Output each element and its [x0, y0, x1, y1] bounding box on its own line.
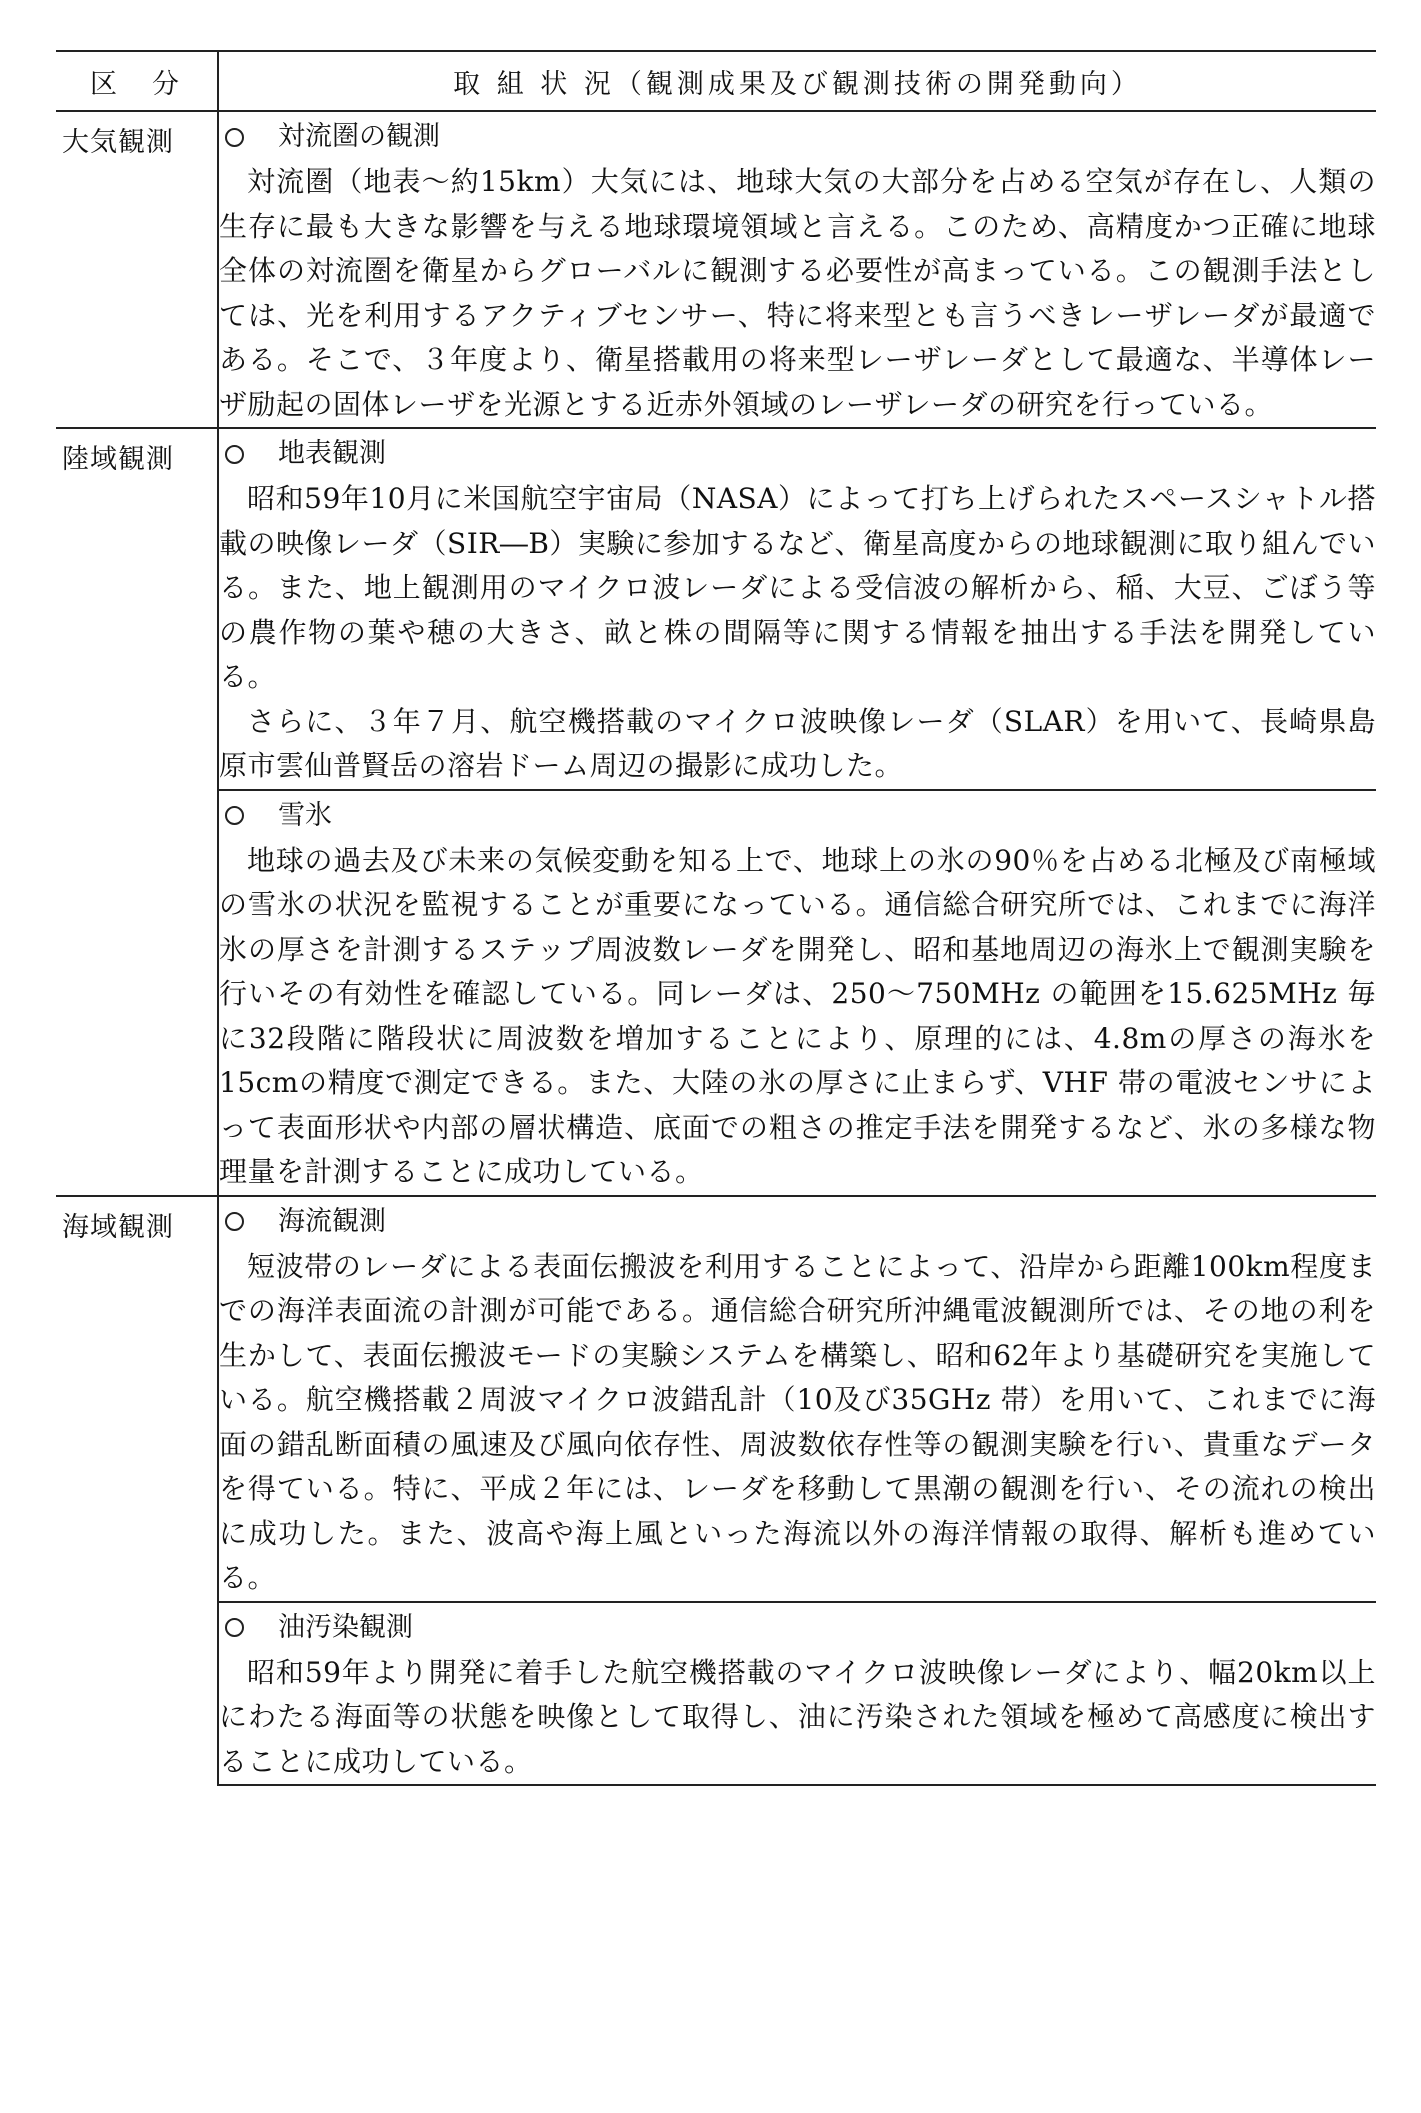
- item-title: 海流観測: [278, 1205, 386, 1237]
- table-row-ocean: [56, 1196, 1376, 1602]
- bullet-circle-icon: [225, 128, 244, 147]
- item-heading: [219, 1199, 1376, 1245]
- table-row-ocean-oil: [56, 1602, 1376, 1786]
- category-atmosphere: 大気観測: [56, 111, 218, 428]
- item-heading: [219, 1605, 1376, 1651]
- item-title: 油汚染観測: [278, 1611, 413, 1643]
- item-paragraph: 短波帯のレーダによる表面伝搬波を利用することによって、沿岸から距離100km程度までの海洋表面流の計測が可能である。通信総合研究所沖縄電波観測所では、その地の利を生かして、表面伝搬波モードの実験システムを構築し、昭和62年より基礎研究を実施している。航空機搭載２周波マイクロ波錯乱計（10及び35GHz 帯）を用いて、これまでに海面の錯乱断面積の風速及び風向依存性、周波数依存性等の観測実験を行い、貴重なデータを得ている。特に、平成２年には、レーダを移動して黒潮の観測を行い、その流れの検出に成功した。また、波高や海上風といった海流以外の海洋情報の取得、解析も進めている。: [219, 1249, 1376, 1594]
- item-oil-pollution: [218, 1602, 1376, 1786]
- item-paragraph: 対流圏（地表～約15km）大気には、地球大気の大部分を占める空気が存在し、人類の生存に最も大きな影響を与える地球環境領域と言える。このため、高精度かつ正確に地球全体の対流圏を衛星からグローバルに観測する必要性が高まっている。この観測手法としては、光を利用するアクティブセンサー、特に将来型とも言うべきレーザレーダが最適である。そこで、３年度より、衛星搭載用の将来型レーザレーダとして最適な、半導体レーザ励起の固体レーザを光源とする近赤外領域のレーザレーダの研究を行っている。: [219, 165, 1376, 421]
- observation-table: [56, 50, 1376, 1786]
- category-ocean: 海域観測: [56, 1196, 218, 1786]
- table-row-land: [56, 428, 1376, 790]
- bullet-circle-icon: [225, 1618, 244, 1637]
- item-paragraph: 昭和59年10月に米国航空宇宙局（NASA）によって打ち上げられたスペースシャトル搭載の映像レーダ（SIR―B）実験に参加するなど、衛星高度からの地球観測に取り組んでいる。また、地上観測用のマイクロ波レーダによる受信波の解析から、稲、大豆、ごぼう等の農作物の葉や穂の大きさ、畝と株の間隔等に関する情報を抽出する手法を開発している。: [219, 482, 1376, 693]
- bullet-circle-icon: [225, 445, 244, 464]
- item-title: 対流圏の観測: [278, 121, 440, 152]
- item-heading: [219, 431, 1376, 477]
- item-surface-observation: [218, 428, 1376, 790]
- header-status: 取 組 状 況（観測成果及び観測技術の開発動向）: [218, 51, 1376, 111]
- bullet-circle-icon: [225, 806, 244, 825]
- item-paragraph: さらに、３年７月、航空機搭載のマイクロ波映像レーダ（SLAR）を用いて、長崎県島原市雲仙普賢岳の溶岩ドーム周辺の撮影に成功した。: [219, 704, 1376, 782]
- category-land: 陸域観測: [56, 428, 218, 1196]
- item-title: 雪氷: [278, 799, 332, 831]
- item-paragraph: 昭和59年より開発に着手した航空機搭載のマイクロ波映像レーダにより、幅20km以上にわたる海面等の状態を映像として取得し、油に汚染された領域を極めて高感度に検出することに成功している。: [219, 1655, 1376, 1778]
- table-row-atmosphere: [56, 111, 1376, 428]
- item-snow-ice: [218, 790, 1376, 1196]
- item-heading: [219, 114, 1376, 160]
- item-heading: [219, 793, 1376, 839]
- item-troposphere: [218, 111, 1376, 428]
- document-page: [56, 50, 1376, 1786]
- table-header-row: [56, 51, 1376, 111]
- table-row-land-snow: [56, 790, 1376, 1196]
- bullet-circle-icon: [225, 1212, 244, 1231]
- header-category: 区 分: [56, 51, 218, 111]
- item-ocean-current: [218, 1196, 1376, 1602]
- item-paragraph: 地球の過去及び未来の気候変動を知る上で、地球上の氷の90％を占める北極及び南極域の雪氷の状況を監視することが重要になっている。通信総合研究所では、これまでに海洋氷の厚さを計測するステップ周波数レーダを開発し、昭和基地周辺の海氷上で観測実験を行いその有効性を確認している。同レーダは、250～750MHz の範囲を15.625MHz 毎に32段階に階段状に周波数を増加することにより、原理的には、4.8mの厚さの海氷を15cmの精度で測定できる。また、大陸の氷の厚さに止まらず、VHF 帯の電波センサによって表面形状や内部の層状構造、底面での粗さの推定手法を開発するなど、氷の多様な物理量を計測することに成功している。: [219, 843, 1376, 1188]
- item-title: 地表観測: [278, 438, 386, 469]
